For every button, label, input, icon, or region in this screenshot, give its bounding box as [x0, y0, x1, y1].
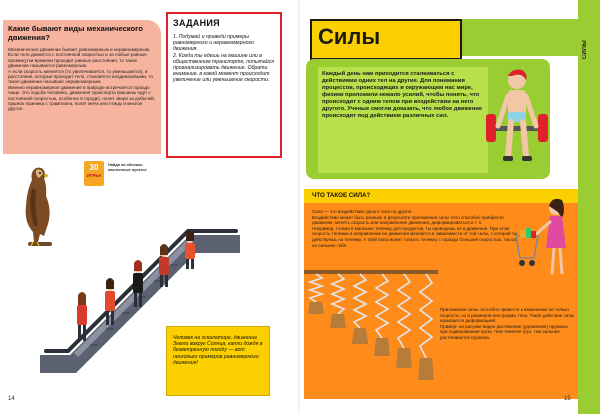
header-band — [458, 19, 578, 56]
task-item: 1. Подумай и приведи примеры равномерного и неравномерного движения. — [173, 34, 254, 53]
force-section-title: ЧТО ТАКОЕ СИЛА? — [312, 192, 371, 199]
page-number-right: 15 — [564, 396, 571, 402]
intro-inner — [318, 67, 488, 173]
motion-types-box — [3, 20, 161, 154]
motion-paragraph: А если скорость меняется (то увеличивается, то уменьшается), и расстояния, которые проходит тело, становятся неодинаковыми, то такое движение называют неравномерным. — [8, 68, 154, 85]
intro-text: Каждый день нам приходится сталкиваться с действиями одних тел на другие. Для понимания процессов, происходящих в окружающем нас мире, физики приложили немало усилий, чтобы понять, что происходит с одним телом при воздействии на него другого. Ученые смогли доказать, что любое движение происходит под действием различных сил. — [322, 71, 483, 119]
escalator-caption: Человек на эскалаторе, движение Земли вокруг Солнца, капли дождя в безветренную погоду — вот несколько примеров равномерного движения! — [173, 335, 263, 366]
games-badge — [84, 161, 104, 186]
force-text — [312, 209, 522, 248]
side-section-label: СИЛЫ — [582, 40, 588, 60]
weightlifter-illustration — [486, 66, 548, 178]
forces-header — [310, 19, 462, 60]
page-title: Силы — [318, 24, 381, 49]
games-label: ИГРЫ! — [86, 173, 102, 178]
spring-paragraph: Приложение силы способно привести к изменению не только скорости, но и размеров или формы тела. Такое действие силы называется деформацией. — [440, 307, 575, 324]
shopper-cart-illustration — [512, 196, 574, 292]
tasks-list — [173, 34, 277, 84]
escalator-caption-box — [166, 326, 270, 396]
motion-text — [8, 47, 158, 112]
page-number-left: 14 — [8, 396, 15, 402]
motion-paragraph: Механическое движение бывает равномерным и неравномерным. — [8, 47, 151, 52]
force-paragraph: Сила — это воздействие одного тела на другое. — [312, 209, 413, 214]
springs-illustration — [304, 270, 438, 396]
task-item: 2. Когда ты едешь на машине или в общественном транспорте, попытайся проанализировать движение. Обрати внимание, в какой момент происходит увеличение или уменьшение скорости. — [173, 52, 275, 84]
motion-title: Какие бывают виды механического движения? — [8, 24, 143, 42]
force-paragraph: Воздействие может быть разным: в результате приложения силы тело способно прибрести движение, менять скорость или направление движения, деформироваться и т. п. — [312, 214, 504, 226]
games-count: 30 — [89, 163, 99, 172]
spring-paragraph: Пример: на рисунке видно растяжение (удлинение) пружины при подвешивании груза. Чем тяжелее груз, тем сильнее растягивается пружина. — [440, 323, 568, 340]
tasks-title: ЗАДАНИЯ — [173, 18, 220, 28]
games-note: Найди на обложке, наклеечные пункты! — [108, 163, 147, 172]
motion-paragraph: Именно неравномерное движение в природе встречается гораздо чаще. Это ходьба человека, движения транспорта (машины едут с постоянной скоростью, особенно в городе), полет зверя за добычей, прыжок лыжника с трамплина, полет мяча или птицы и многое другое. — [8, 84, 156, 112]
right-page — [300, 0, 600, 414]
spring-text — [440, 307, 576, 341]
force-paragraph: Например, толкая в магазине тележку для продуктов, ты приводишь ее в движение. При этом скорость тележки и направление ее движения меняются в зависимости от той силы, с которой ты действуешь на тележку. А твой папа может толкать тележку с гораздо большей скоростью, так как он сильнее тебя. — [312, 225, 518, 248]
motion-paragraph: Если тело движется с постоянной скоростью и за любые равные промежутки времени проходит равные расстояния, то такое движение называется равномерным. — [8, 52, 147, 69]
tasks-box — [166, 12, 282, 158]
